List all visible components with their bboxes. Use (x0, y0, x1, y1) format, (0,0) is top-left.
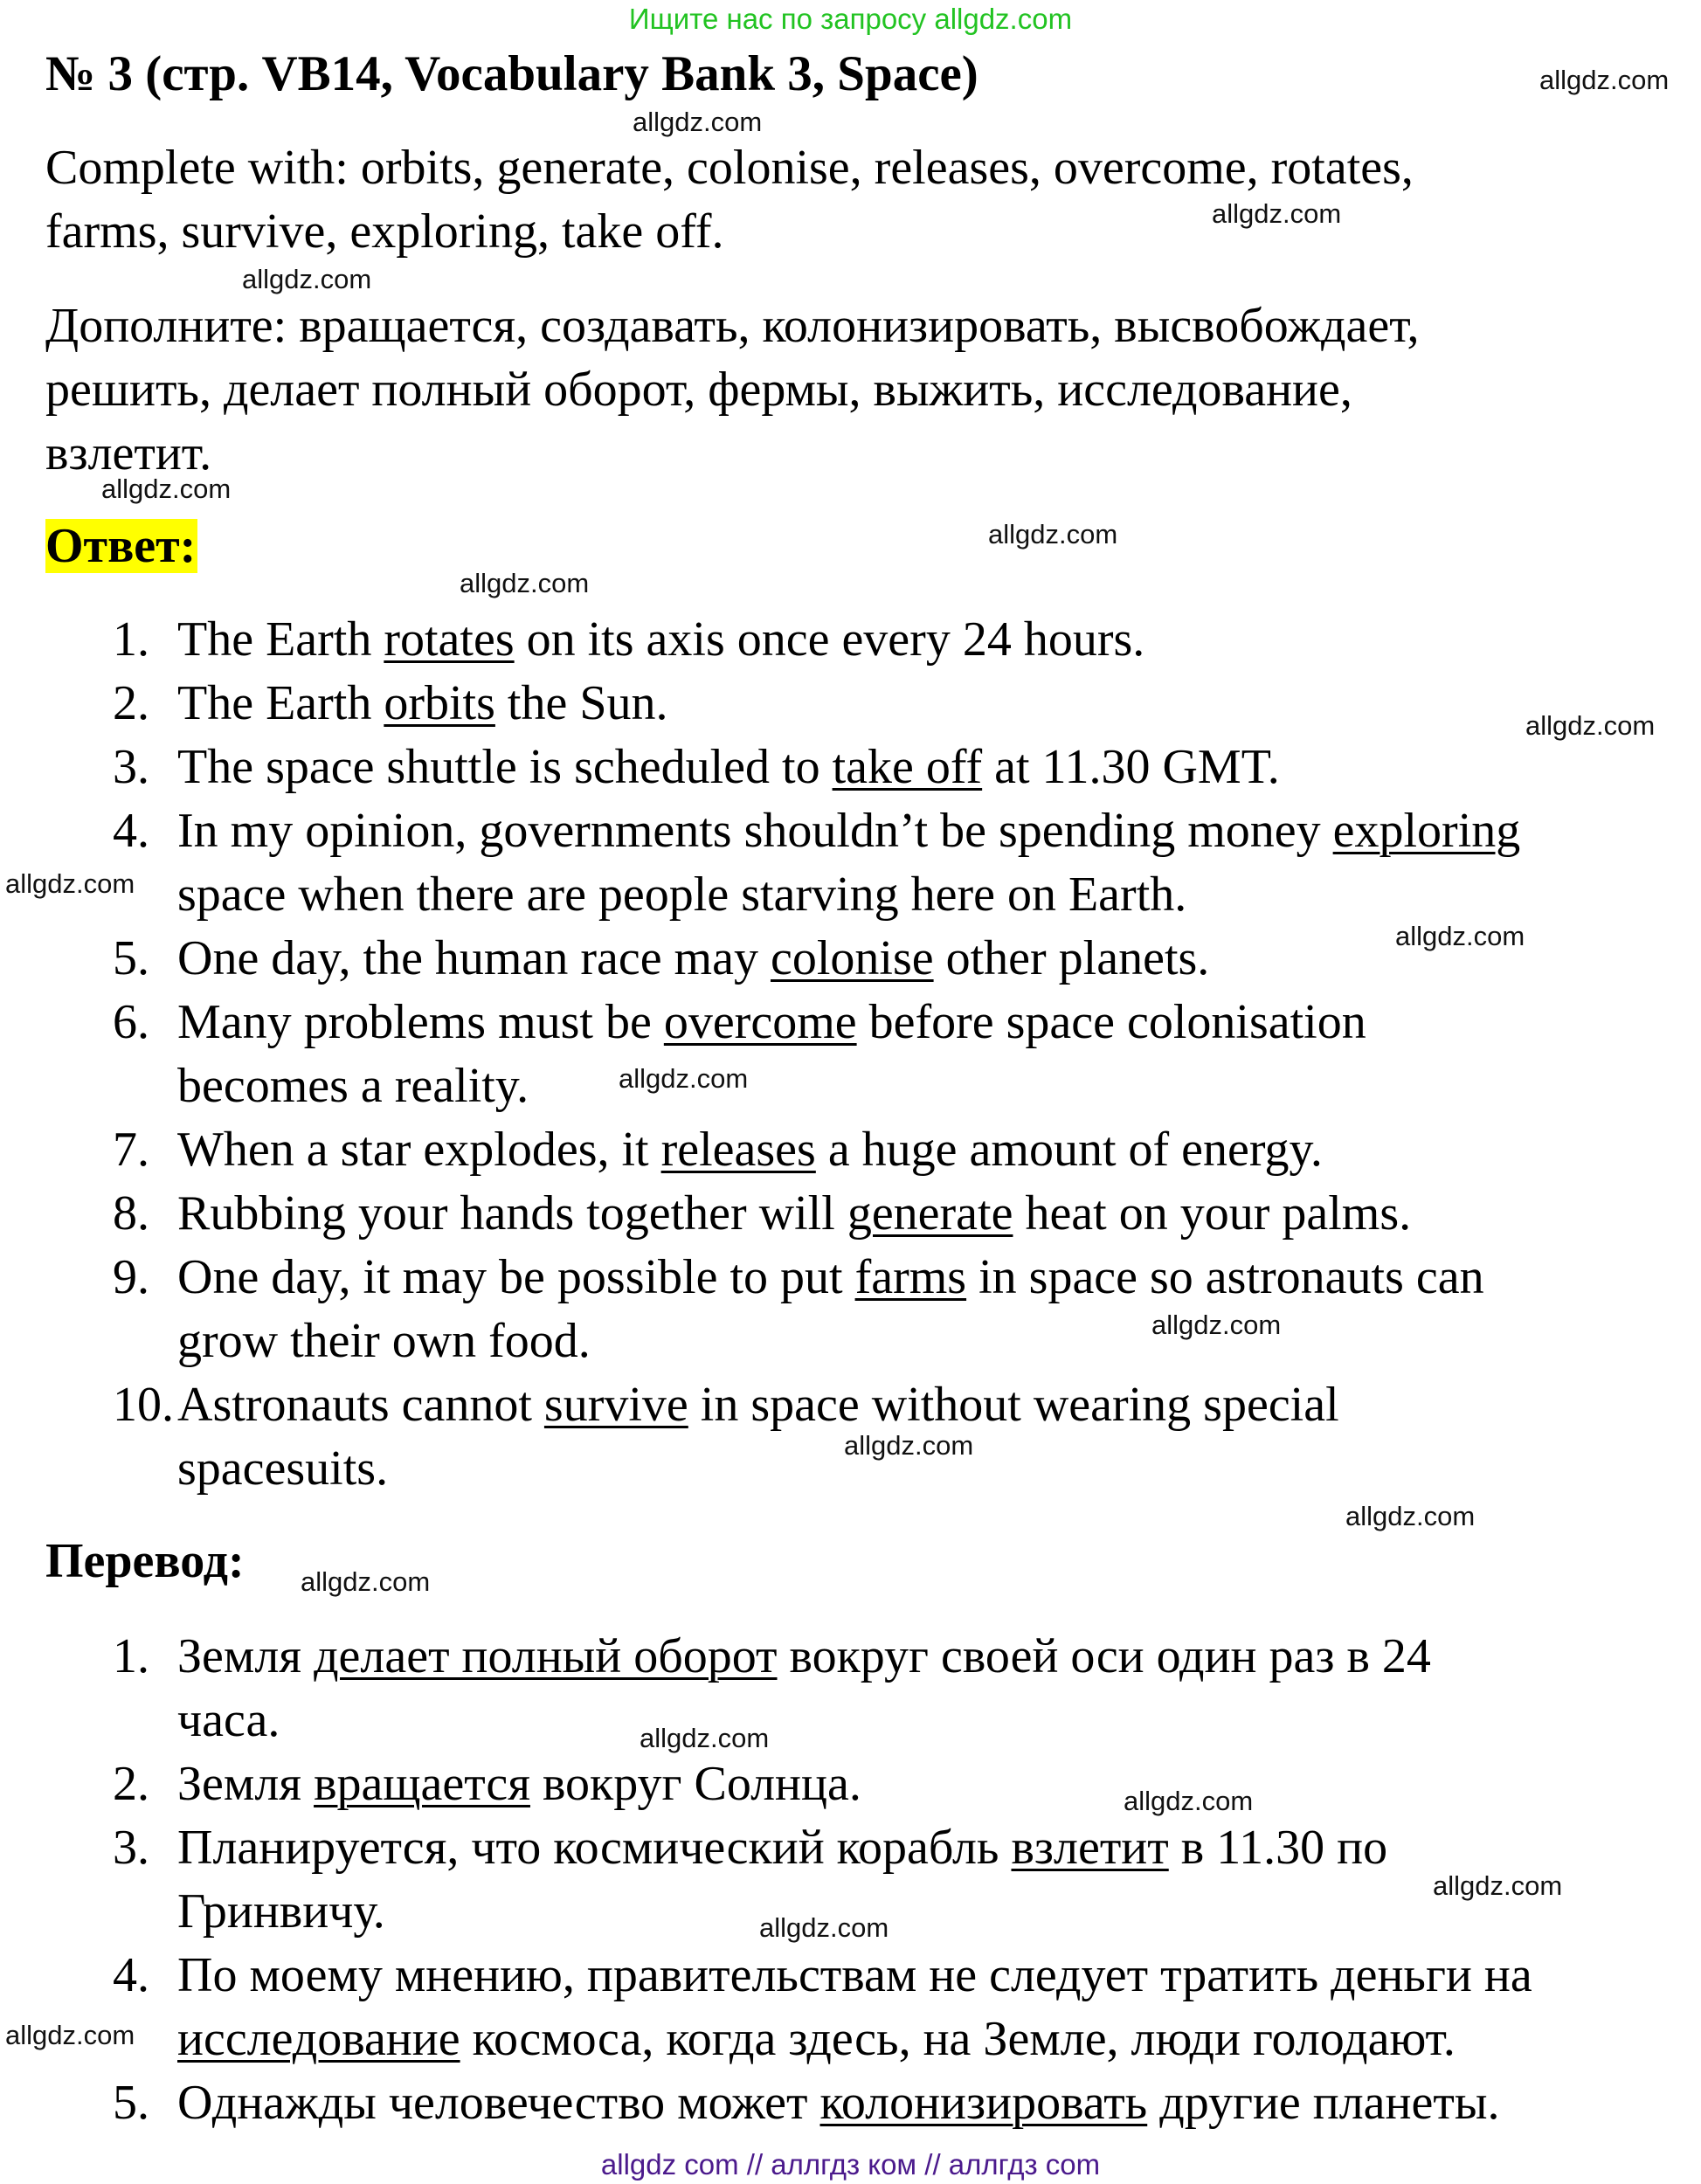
sentence-text: другие планеты. (1147, 2076, 1500, 2130)
answer-word: колонизировать (819, 2076, 1148, 2130)
sentence-text: grow their own food. (177, 1314, 591, 1368)
sentence-text: before space colonisation (856, 995, 1366, 1049)
answer-item-number: 9. (113, 1250, 149, 1304)
answer-word: exploring (1332, 804, 1521, 858)
task-en-line: farms, survive, exploring, take off. (45, 204, 724, 259)
answer-item-line (177, 863, 1186, 927)
answer-item-line (177, 927, 1209, 991)
sentence-text: One day, the human race may (177, 931, 771, 985)
translation-item-number: 4. (113, 1948, 149, 2002)
translation-item-line (177, 2008, 1456, 2071)
answer-word: survive (543, 1378, 688, 1432)
translation-item-line (177, 2071, 1499, 2135)
sentence-text: other planets. (933, 931, 1210, 985)
watermark-text: allgdz.com (844, 1430, 974, 1461)
search-banner[interactable]: Ищите нас по запросу allgdz.com (628, 3, 1073, 35)
sentence-text: One day, it may be possible to put (177, 1250, 855, 1304)
sentence-text: The Earth (177, 612, 384, 667)
answer-word: overcome (663, 995, 857, 1049)
task-ru-line: решить, делает полный оборот, фермы, выжить, исследование, (45, 363, 1352, 417)
answer-item-number: 7. (113, 1123, 149, 1177)
answer-item-number: 3. (113, 740, 149, 794)
sentence-text: Земля (177, 1629, 315, 1683)
answer-item-line (177, 672, 667, 736)
watermark-text: allgdz.com (1345, 1501, 1476, 1531)
answer-item-line (177, 1246, 1484, 1310)
sentence-text: at 11.30 GMT. (982, 740, 1280, 794)
watermark-text: allgdz.com (1212, 198, 1342, 229)
translation-item-number: 5. (113, 2076, 149, 2130)
sentence-text: space when there are people starving here on Earth. (177, 867, 1187, 922)
sentence-text: In my opinion, governments shouldn’t be spending money (177, 804, 1333, 858)
answer-word: releases (660, 1123, 816, 1177)
answer-item-number: 5. (113, 931, 149, 985)
translation-item-number: 3. (113, 1821, 149, 1875)
translation-item-line (177, 1816, 1387, 1880)
watermark-text: allgdz.com (1395, 921, 1525, 951)
watermark-text: allgdz.com (1151, 1310, 1282, 1340)
sentence-text: in space without wearing special (688, 1378, 1339, 1432)
sentence-text: in space so astronauts can (966, 1250, 1484, 1304)
watermark-text: allgdz.com (242, 264, 372, 294)
sentence-text: Однажды человечество может (177, 2076, 820, 2130)
footer-links[interactable]: allgdz com // аллгдз ком // аллгдз com (600, 2148, 1101, 2181)
sentence-text: Гринвичу. (177, 1884, 385, 1939)
answer-word: orbits (384, 676, 495, 730)
watermark-text: allgdz.com (1539, 65, 1670, 95)
answer-word: rotates (384, 612, 515, 667)
page-title: № 3 (стр. VB14, Vocabulary Bank 3, Space) (45, 46, 978, 101)
answer-word: вращается (314, 1757, 530, 1811)
answer-word: взлетит (1011, 1821, 1169, 1875)
answer-item-line (177, 991, 1366, 1054)
answer-item-line (177, 736, 1280, 799)
sentence-text: the Sun. (494, 676, 668, 730)
answer-item-line (177, 1118, 1323, 1182)
answer-item-number: 8. (113, 1186, 149, 1241)
answer-word: colonise (770, 931, 934, 985)
watermark-text: allgdz.com (5, 2020, 135, 2050)
answer-item-line (177, 1182, 1411, 1246)
task-ru-line: взлетит. (45, 426, 212, 480)
translation-item-line (177, 1944, 1532, 2008)
watermark-text: allgdz.com (759, 1912, 889, 1943)
sentence-text: Astronauts cannot (177, 1378, 544, 1432)
sentence-text: космоса, когда здесь, на Земле, люди голодают. (460, 2012, 1456, 2066)
translation-item-number: 2. (113, 1757, 149, 1811)
sentence-text: The Earth (177, 676, 384, 730)
watermark-text: allgdz.com (988, 519, 1118, 549)
watermark-text: allgdz.com (5, 868, 135, 899)
answer-word: farms (854, 1250, 967, 1304)
answer-item-number: 1. (113, 612, 149, 667)
answer-word: исследование (177, 2012, 460, 2066)
watermark-text: allgdz.com (640, 1723, 770, 1753)
sentence-text: When a star explodes, it (177, 1123, 661, 1177)
task-en-line: Complete with: orbits, generate, colonise, releases, overcome, rotates, (45, 141, 1414, 195)
watermark-text: allgdz.com (633, 107, 763, 137)
sentence-text: вокруг Солнца. (529, 1757, 861, 1811)
task-ru-line: Дополните: вращается, создавать, колонизировать, высвобождает, (45, 299, 1420, 353)
answer-word: делает полный оборот (314, 1629, 778, 1683)
sentence-text: The space shuttle is scheduled to (177, 740, 833, 794)
sentence-text: часа. (177, 1693, 280, 1747)
answer-word: take off (832, 740, 983, 794)
watermark-text: allgdz.com (619, 1063, 749, 1094)
sentence-text: в 11.30 по (1168, 1821, 1388, 1875)
translation-item-line (177, 1625, 1431, 1689)
sentence-text: Rubbing your hands together will (177, 1186, 847, 1241)
answer-item-number: 6. (113, 995, 149, 1049)
watermark-text: allgdz.com (301, 1566, 431, 1597)
sentence-text: on its axis once every 24 hours. (514, 612, 1145, 667)
translation-item-line (177, 1880, 385, 1944)
answer-item-line (177, 1054, 529, 1118)
translation-item-line (177, 1752, 861, 1816)
sentence-text: becomes a reality. (177, 1059, 529, 1113)
translation-heading: Перевод: (45, 1534, 245, 1588)
answer-item-line (177, 1437, 388, 1501)
answer-item-number: 10. (113, 1378, 174, 1432)
watermark-text: allgdz.com (1525, 710, 1656, 741)
answer-item-line (177, 1373, 1339, 1437)
watermark-text: allgdz.com (1433, 1870, 1563, 1901)
watermark-text: allgdz.com (1124, 1786, 1254, 1816)
translation-item-number: 1. (113, 1629, 149, 1683)
answer-item-line (177, 1310, 591, 1373)
watermark-text: allgdz.com (101, 473, 232, 504)
watermark-text: allgdz.com (460, 568, 590, 598)
sentence-text: вокруг своей оси один раз в 24 (777, 1629, 1431, 1683)
sentence-text: Many problems must be (177, 995, 664, 1049)
answer-word: generate (847, 1186, 1013, 1241)
sentence-text: Земля (177, 1757, 315, 1811)
answer-heading (45, 517, 197, 575)
answer-heading-text: Ответ: (45, 519, 197, 573)
translation-item-line (177, 1689, 280, 1752)
sentence-text: Планируется, что космический корабль (177, 1821, 1012, 1875)
answer-item-line (177, 608, 1144, 672)
sentence-text: По моему мнению, правительствам не следует тратить деньги на (177, 1948, 1532, 2002)
sentence-text: spacesuits. (177, 1441, 389, 1496)
sentence-text: heat on your palms. (1013, 1186, 1412, 1241)
answer-item-line (177, 799, 1520, 863)
answer-item-number: 2. (113, 676, 149, 730)
answer-item-number: 4. (113, 804, 149, 858)
sentence-text: a huge amount of energy. (815, 1123, 1323, 1177)
